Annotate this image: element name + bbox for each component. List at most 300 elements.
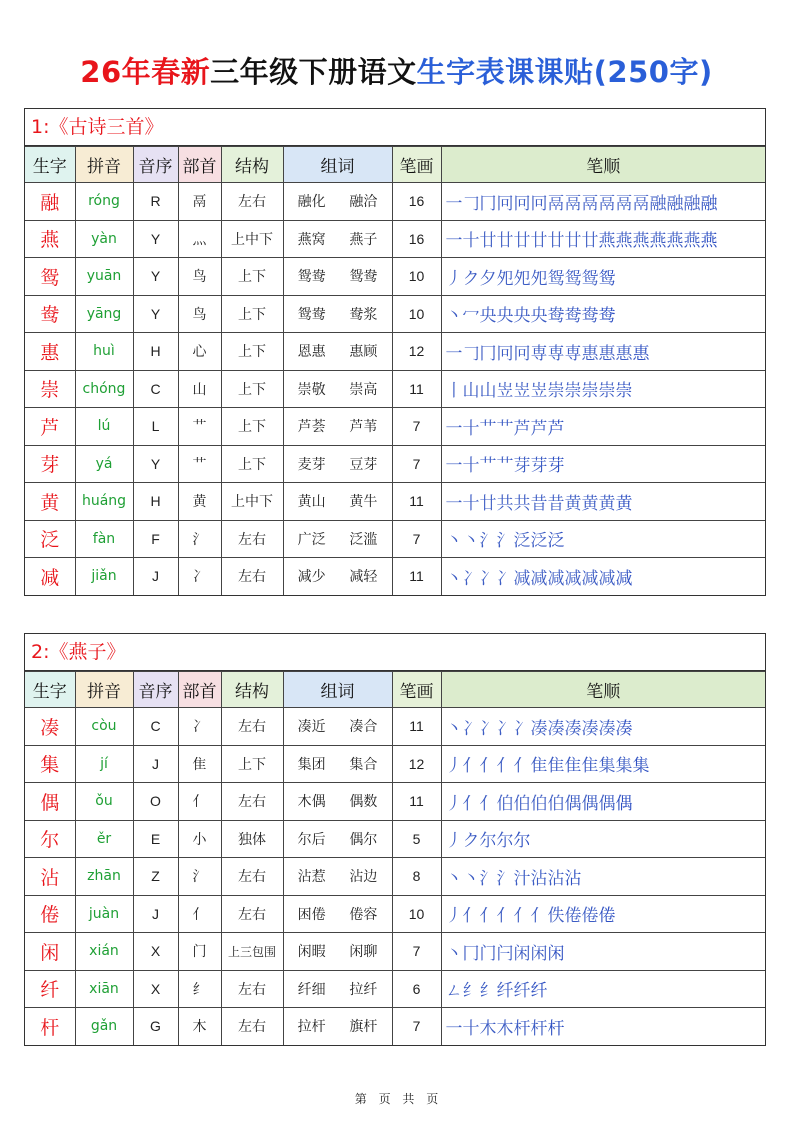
stroke-step: 倦 (564, 906, 581, 927)
letter-cell: X (133, 933, 178, 971)
letter-cell: Y (133, 445, 178, 483)
stroke-step: 昔 (530, 493, 547, 514)
stroke-step: 共 (513, 493, 530, 514)
stroke-order-cell (441, 183, 765, 221)
stroke-step: 纟 (479, 981, 496, 1002)
stroke-step: 共 (496, 493, 513, 514)
stroke-step: 尔 (513, 831, 530, 852)
stroke-step: 尔 (496, 831, 513, 852)
character-table (25, 146, 765, 595)
stroke-step: 燕 (598, 231, 615, 252)
stroke-count-cell: 11 (392, 783, 441, 821)
stroke-step: 夗 (513, 268, 530, 289)
header-radical: 部首 (178, 147, 221, 183)
stroke-step: 倦 (598, 906, 615, 927)
structure-cell: 上三包围 (221, 933, 283, 971)
letter-cell: F (133, 520, 178, 558)
stroke-step: 减 (581, 568, 598, 589)
word-item: 黄牛 (349, 494, 378, 511)
stroke-step: 泛 (547, 531, 564, 552)
words-cell (283, 708, 392, 746)
stroke-step: 鸯 (547, 306, 564, 327)
table-row (25, 970, 765, 1008)
table-row (25, 445, 765, 483)
stroke-step: 减 (513, 568, 530, 589)
table-row (25, 708, 765, 746)
stroke-step: 凑 (547, 718, 564, 739)
word-item: 麦芽 (297, 456, 326, 473)
stroke-step: 丿 (445, 831, 462, 852)
radical-cell: 冫 (178, 558, 221, 595)
table-row (25, 1008, 765, 1045)
header-char: 生字 (25, 672, 75, 708)
structure-cell: 上下 (221, 258, 283, 296)
letter-cell: C (133, 708, 178, 746)
character-cell: 黄 (25, 483, 75, 521)
word-item: 闲聊 (349, 944, 378, 961)
structure-cell: 独体 (221, 820, 283, 858)
radical-cell: 心 (178, 333, 221, 371)
word-item: 融化 (297, 194, 326, 211)
word-item: 旗杆 (349, 1019, 378, 1036)
stroke-step: 冫 (462, 568, 479, 589)
stroke-step: 黄 (598, 493, 615, 514)
stroke-order-cell (441, 370, 765, 408)
letter-cell: Z (133, 858, 178, 896)
stroke-step: 一 (445, 493, 462, 514)
stroke-step: 沾 (547, 868, 564, 889)
character-cell: 芦 (25, 408, 75, 446)
structure-cell: 上中下 (221, 220, 283, 258)
word-item: 集合 (349, 756, 378, 773)
stroke-step: 尔 (479, 831, 496, 852)
stroke-step: 隹 (530, 756, 547, 777)
stroke-step: 冫 (496, 718, 513, 739)
stroke-step: 丿 (445, 756, 462, 777)
section-heading: 2:《燕子》 (25, 634, 765, 671)
radical-cell: 山 (178, 370, 221, 408)
words-cell (283, 1008, 392, 1045)
stroke-step: 冂 (479, 343, 496, 364)
structure-cell: 左右 (221, 183, 283, 221)
stroke-step: 芦 (547, 418, 564, 439)
table-row (25, 333, 765, 371)
character-cell: 偶 (25, 783, 75, 821)
pinyin-cell: yàn (75, 220, 133, 258)
stroke-step: 冋 (513, 193, 530, 214)
stroke-step: 十 (462, 456, 479, 477)
letter-cell: X (133, 970, 178, 1008)
stroke-step: 央 (513, 306, 530, 327)
stroke-step: 融 (666, 193, 683, 214)
structure-cell: 左右 (221, 970, 283, 1008)
stroke-step: 木 (479, 1018, 496, 1039)
stroke-step: 艹 (496, 418, 513, 439)
pinyin-cell: gǎn (75, 1008, 133, 1045)
stroke-count-cell: 7 (392, 408, 441, 446)
stroke-step: 十 (462, 493, 479, 514)
pinyin-cell: yá (75, 445, 133, 483)
stroke-step: 倦 (581, 906, 598, 927)
stroke-order-cell (441, 970, 765, 1008)
stroke-count-cell: 16 (392, 220, 441, 258)
stroke-step: 闲 (530, 943, 547, 964)
stroke-step: 纤 (496, 981, 513, 1002)
stroke-step: 惠 (598, 343, 615, 364)
pinyin-cell: chóng (75, 370, 133, 408)
words-cell (283, 783, 392, 821)
stroke-count-cell: 6 (392, 970, 441, 1008)
word-item: 燕子 (349, 231, 378, 248)
table-row (25, 370, 765, 408)
stroke-order-cell (441, 558, 765, 595)
stroke-step: 冫 (479, 718, 496, 739)
radical-cell: 亻 (178, 783, 221, 821)
stroke-step: 泛 (530, 531, 547, 552)
page-footer: 第 页 共 页 (354, 1092, 439, 1106)
header-pinyin: 拼音 (75, 672, 133, 708)
stroke-step: 冋 (513, 343, 530, 364)
character-cell: 鸳 (25, 258, 75, 296)
header-strokes: 笔画 (392, 147, 441, 183)
table-row (25, 783, 765, 821)
stroke-order-cell (441, 220, 765, 258)
character-table (25, 671, 765, 1045)
stroke-step: 亻 (479, 793, 496, 814)
stroke-step: 偶 (564, 793, 581, 814)
stroke-step: 鬲 (632, 193, 649, 214)
stroke-step: 减 (530, 568, 547, 589)
word-item: 融洽 (349, 194, 378, 211)
words-cell (283, 258, 392, 296)
stroke-step: 燕 (666, 231, 683, 252)
letter-cell: H (133, 483, 178, 521)
word-item: 泛滥 (349, 531, 378, 548)
word-item: 崇敬 (297, 381, 326, 398)
word-item: 木偶 (297, 794, 326, 811)
structure-cell: 左右 (221, 708, 283, 746)
word-item: 沾惹 (297, 869, 326, 886)
stroke-count-cell: 7 (392, 933, 441, 971)
letter-cell: C (133, 370, 178, 408)
header-pinyin: 拼音 (75, 147, 133, 183)
word-item: 拉杆 (297, 1019, 326, 1036)
stroke-step: 一 (445, 418, 462, 439)
stroke-step: 丶 (445, 306, 462, 327)
stroke-step: 鸯 (581, 306, 598, 327)
stroke-step: 廿 (513, 231, 530, 252)
structure-cell: 上下 (221, 333, 283, 371)
stroke-step: 十 (462, 418, 479, 439)
table-row (25, 933, 765, 971)
stroke-count-cell: 11 (392, 483, 441, 521)
stroke-step: 隹 (547, 756, 564, 777)
words-cell (283, 370, 392, 408)
stroke-step: 専 (547, 343, 564, 364)
structure-cell: 左右 (221, 895, 283, 933)
header-structure: 结构 (221, 672, 283, 708)
word-item: 困倦 (297, 906, 326, 923)
stroke-step: 偶 (598, 793, 615, 814)
letter-cell: O (133, 783, 178, 821)
radical-cell: 鸟 (178, 258, 221, 296)
pinyin-cell: ěr (75, 820, 133, 858)
stroke-step: 崇 (547, 381, 564, 402)
stroke-step: 木 (496, 1018, 513, 1039)
stroke-step: 杆 (547, 1018, 564, 1039)
stroke-step: 央 (479, 306, 496, 327)
stroke-step: 凑 (581, 718, 598, 739)
character-cell: 惠 (25, 333, 75, 371)
title-part-black: 三年级下册语文 (210, 55, 417, 89)
stroke-step: ク (462, 831, 479, 852)
stroke-order-cell (441, 820, 765, 858)
stroke-step: 伯 (547, 793, 564, 814)
stroke-step: 减 (564, 568, 581, 589)
stroke-step: 燕 (615, 231, 632, 252)
stroke-order-cell (441, 1008, 765, 1045)
stroke-step: 丨 (445, 381, 462, 402)
structure-cell: 左右 (221, 558, 283, 595)
letter-cell: Y (133, 258, 178, 296)
stroke-step: 减 (615, 568, 632, 589)
stroke-step: 融 (649, 193, 666, 214)
stroke-count-cell: 10 (392, 258, 441, 296)
word-item: 凑近 (297, 719, 326, 736)
stroke-count-cell: 11 (392, 558, 441, 595)
stroke-step: 鸳 (564, 268, 581, 289)
radical-cell: 灬 (178, 220, 221, 258)
stroke-step: 凑 (598, 718, 615, 739)
radical-cell: 鸟 (178, 295, 221, 333)
pinyin-cell: xián (75, 933, 133, 971)
stroke-step: 夗 (530, 268, 547, 289)
word-item: 尔后 (297, 831, 326, 848)
stroke-step: 崇 (598, 381, 615, 402)
stroke-step: 丶 (445, 943, 462, 964)
stroke-step: 芽 (547, 456, 564, 477)
pinyin-cell: róng (75, 183, 133, 221)
table-row (25, 295, 765, 333)
stroke-step: 隹 (564, 756, 581, 777)
letter-cell: R (133, 183, 178, 221)
stroke-step: 冋 (496, 193, 513, 214)
word-item: 芦苇 (349, 419, 378, 436)
stroke-step: 廿 (547, 231, 564, 252)
stroke-step: 鬲 (615, 193, 632, 214)
word-item: 恩惠 (297, 344, 326, 361)
stroke-step: 夗 (496, 268, 513, 289)
pinyin-cell: fàn (75, 520, 133, 558)
stroke-order-cell (441, 783, 765, 821)
header-stroke-order: 笔顺 (441, 147, 765, 183)
stroke-step: 鸳 (581, 268, 598, 289)
stroke-step: 纟 (462, 981, 479, 1002)
radical-cell: 鬲 (178, 183, 221, 221)
stroke-step: 氵 (496, 868, 513, 889)
stroke-step: 亻 (462, 906, 479, 927)
character-cell: 燕 (25, 220, 75, 258)
word-item: 纤细 (297, 981, 326, 998)
table-row (25, 858, 765, 896)
stroke-step: 芦 (530, 418, 547, 439)
stroke-step: 廿 (479, 493, 496, 514)
pinyin-cell: ǒu (75, 783, 133, 821)
pinyin-cell: jí (75, 745, 133, 783)
pinyin-cell: lú (75, 408, 133, 446)
stroke-step: 丶 (445, 868, 462, 889)
structure-cell: 左右 (221, 783, 283, 821)
lesson-section-2 (24, 633, 766, 1046)
page-title (0, 52, 793, 92)
word-item: 闲暇 (297, 944, 326, 961)
stroke-step: 岦 (530, 381, 547, 402)
stroke-order-cell (441, 295, 765, 333)
structure-cell: 上中下 (221, 483, 283, 521)
stroke-step: 岦 (496, 381, 513, 402)
letter-cell: J (133, 895, 178, 933)
word-item: 倦容 (349, 906, 378, 923)
stroke-step: 丶 (462, 531, 479, 552)
character-cell: 融 (25, 183, 75, 221)
structure-cell: 上下 (221, 445, 283, 483)
words-cell (283, 858, 392, 896)
stroke-step: 亻 (479, 906, 496, 927)
character-cell: 崇 (25, 370, 75, 408)
radical-cell: 小 (178, 820, 221, 858)
stroke-step: 偶 (615, 793, 632, 814)
word-item: 减少 (297, 569, 326, 586)
stroke-step: ク (462, 268, 479, 289)
table-row (25, 895, 765, 933)
word-item: 芦荟 (297, 419, 326, 436)
letter-cell: Y (133, 220, 178, 258)
word-item: 崇高 (349, 381, 378, 398)
stroke-step: 纤 (513, 981, 530, 1002)
words-cell (283, 445, 392, 483)
stroke-step: 冫 (479, 568, 496, 589)
table-header-row (25, 147, 765, 183)
stroke-step: 亻 (479, 756, 496, 777)
stroke-step: 集 (615, 756, 632, 777)
stroke-step: 燕 (632, 231, 649, 252)
pinyin-cell: zhān (75, 858, 133, 896)
stroke-step: 一 (445, 231, 462, 252)
stroke-step: 杆 (513, 1018, 530, 1039)
stroke-step: 鬲 (564, 193, 581, 214)
character-cell: 凑 (25, 708, 75, 746)
stroke-step: 佚 (547, 906, 564, 927)
stroke-count-cell: 11 (392, 370, 441, 408)
structure-cell: 上下 (221, 745, 283, 783)
letter-cell: J (133, 558, 178, 595)
stroke-step: 减 (547, 568, 564, 589)
stroke-step: 亻 (496, 756, 513, 777)
word-item: 广泛 (297, 531, 326, 548)
stroke-step: 泛 (513, 531, 530, 552)
letter-cell: G (133, 1008, 178, 1045)
pinyin-cell: xiān (75, 970, 133, 1008)
stroke-step: 亻 (496, 906, 513, 927)
structure-cell: 上下 (221, 408, 283, 446)
words-cell (283, 220, 392, 258)
word-item: 减轻 (349, 569, 378, 586)
stroke-step: 纤 (530, 981, 547, 1002)
stroke-step: 岦 (513, 381, 530, 402)
stroke-step: 氵 (496, 531, 513, 552)
stroke-step: 艹 (496, 456, 513, 477)
words-cell (283, 558, 392, 595)
words-cell (283, 745, 392, 783)
stroke-step: 冫 (462, 718, 479, 739)
header-radical: 部首 (178, 672, 221, 708)
stroke-step: 伯 (530, 793, 547, 814)
words-cell (283, 408, 392, 446)
words-cell (283, 820, 392, 858)
stroke-count-cell: 12 (392, 745, 441, 783)
letter-cell: L (133, 408, 178, 446)
stroke-step: 冖 (462, 306, 479, 327)
stroke-step: 燕 (700, 231, 717, 252)
stroke-step: 亻 (530, 906, 547, 927)
words-cell (283, 895, 392, 933)
stroke-step: 融 (700, 193, 717, 214)
word-item: 拉纤 (349, 981, 378, 998)
word-item: 凑合 (349, 719, 378, 736)
stroke-step: 丿 (445, 906, 462, 927)
stroke-step: 燕 (649, 231, 666, 252)
stroke-step: 燕 (683, 231, 700, 252)
word-item: 黄山 (297, 494, 326, 511)
stroke-step: 丶 (445, 531, 462, 552)
stroke-step: 冋 (496, 343, 513, 364)
pinyin-cell: yuān (75, 258, 133, 296)
structure-cell: 上下 (221, 370, 283, 408)
stroke-order-cell (441, 258, 765, 296)
stroke-step: 鬲 (598, 193, 615, 214)
stroke-order-cell (441, 858, 765, 896)
stroke-step: 杆 (530, 1018, 547, 1039)
table-row (25, 258, 765, 296)
stroke-step: 専 (530, 343, 547, 364)
words-cell (283, 933, 392, 971)
letter-cell: H (133, 333, 178, 371)
stroke-step: 鬲 (581, 193, 598, 214)
stroke-step: 集 (598, 756, 615, 777)
stroke-step: 沾 (564, 868, 581, 889)
stroke-step: 氵 (479, 868, 496, 889)
stroke-count-cell: 7 (392, 520, 441, 558)
letter-cell: E (133, 820, 178, 858)
word-item: 鸳鸯 (349, 269, 378, 286)
stroke-step: 十 (462, 231, 479, 252)
character-cell: 纤 (25, 970, 75, 1008)
radical-cell: 亻 (178, 895, 221, 933)
letter-cell: J (133, 745, 178, 783)
stroke-step: 隹 (581, 756, 598, 777)
title-part-blue: 生字表课课贴(250字) (416, 55, 713, 89)
radical-cell: 门 (178, 933, 221, 971)
table-row (25, 520, 765, 558)
stroke-order-cell (441, 483, 765, 521)
header-strokes: 笔画 (392, 672, 441, 708)
words-cell (283, 333, 392, 371)
stroke-order-cell (441, 408, 765, 446)
stroke-order-cell (441, 333, 765, 371)
stroke-step: 夕 (479, 268, 496, 289)
table-header-row (25, 672, 765, 708)
stroke-step: 丶 (462, 868, 479, 889)
